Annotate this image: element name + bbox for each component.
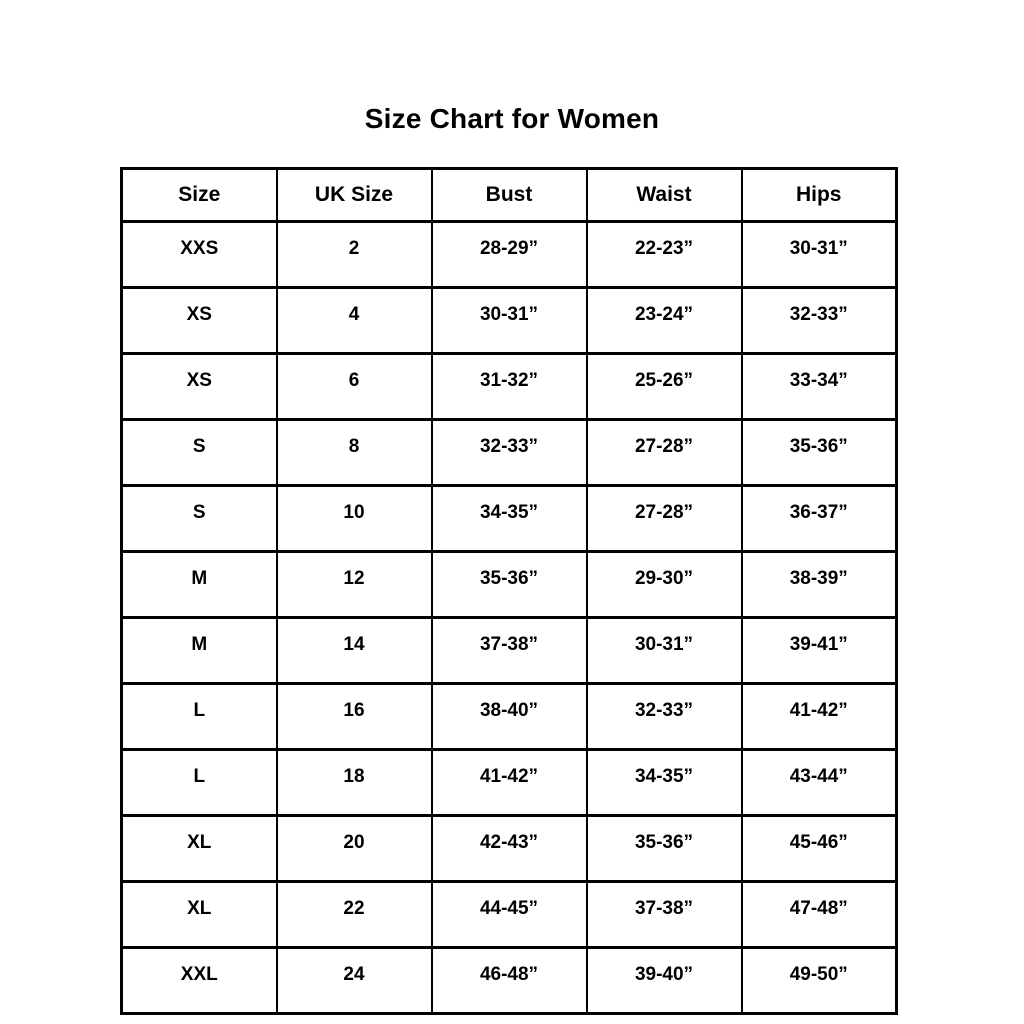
hips-cell: 41-42” [742, 684, 897, 750]
column-header-size: Size [122, 169, 277, 222]
bust-cell: 44-45” [432, 882, 587, 948]
table-row [122, 684, 897, 750]
hips-cell: 33-34” [742, 354, 897, 420]
column-header-uk-size: UK Size [277, 169, 432, 222]
uk-size-cell: 10 [277, 486, 432, 552]
waist-cell: 27-28” [587, 486, 742, 552]
waist-cell: 37-38” [587, 882, 742, 948]
table-row [122, 750, 897, 816]
size-cell: M [122, 552, 277, 618]
table-row [122, 420, 897, 486]
hips-cell: 36-37” [742, 486, 897, 552]
table-row [122, 948, 897, 1014]
table-header [122, 169, 897, 222]
hips-cell: 35-36” [742, 420, 897, 486]
bust-cell: 31-32” [432, 354, 587, 420]
hips-cell: 32-33” [742, 288, 897, 354]
bust-cell: 28-29” [432, 222, 587, 288]
table-row [122, 882, 897, 948]
size-cell: XS [122, 288, 277, 354]
uk-size-cell: 12 [277, 552, 432, 618]
bust-cell: 38-40” [432, 684, 587, 750]
size-chart-table [120, 167, 898, 1015]
bust-cell: 46-48” [432, 948, 587, 1014]
table-row [122, 354, 897, 420]
waist-cell: 29-30” [587, 552, 742, 618]
column-header-waist: Waist [587, 169, 742, 222]
bust-cell: 42-43” [432, 816, 587, 882]
hips-cell: 30-31” [742, 222, 897, 288]
table-row [122, 618, 897, 684]
size-cell: XXS [122, 222, 277, 288]
bust-cell: 37-38” [432, 618, 587, 684]
size-cell: L [122, 684, 277, 750]
uk-size-cell: 18 [277, 750, 432, 816]
waist-cell: 32-33” [587, 684, 742, 750]
table-row [122, 486, 897, 552]
uk-size-cell: 4 [277, 288, 432, 354]
size-cell: XXL [122, 948, 277, 1014]
waist-cell: 23-24” [587, 288, 742, 354]
hips-cell: 43-44” [742, 750, 897, 816]
size-cell: S [122, 420, 277, 486]
column-header-hips: Hips [742, 169, 897, 222]
size-cell: L [122, 750, 277, 816]
hips-cell: 39-41” [742, 618, 897, 684]
uk-size-cell: 2 [277, 222, 432, 288]
hips-cell: 45-46” [742, 816, 897, 882]
table-body [122, 222, 897, 1014]
bust-cell: 30-31” [432, 288, 587, 354]
waist-cell: 30-31” [587, 618, 742, 684]
table-row [122, 222, 897, 288]
size-cell: XL [122, 882, 277, 948]
table-row [122, 816, 897, 882]
column-header-bust: Bust [432, 169, 587, 222]
header-row [122, 169, 897, 222]
size-cell: XL [122, 816, 277, 882]
uk-size-cell: 14 [277, 618, 432, 684]
page-title: Size Chart for Women [364, 103, 660, 134]
waist-cell: 27-28” [587, 420, 742, 486]
uk-size-cell: 16 [277, 684, 432, 750]
bust-cell: 34-35” [432, 486, 587, 552]
bust-cell: 32-33” [432, 420, 587, 486]
size-cell: XS [122, 354, 277, 420]
uk-size-cell: 8 [277, 420, 432, 486]
bust-cell: 41-42” [432, 750, 587, 816]
uk-size-cell: 6 [277, 354, 432, 420]
waist-cell: 35-36” [587, 816, 742, 882]
waist-cell: 39-40” [587, 948, 742, 1014]
uk-size-cell: 20 [277, 816, 432, 882]
hips-cell: 38-39” [742, 552, 897, 618]
hips-cell: 47-48” [742, 882, 897, 948]
size-cell: S [122, 486, 277, 552]
table-row [122, 288, 897, 354]
table-row [122, 552, 897, 618]
size-cell: M [122, 618, 277, 684]
uk-size-cell: 22 [277, 882, 432, 948]
uk-size-cell: 24 [277, 948, 432, 1014]
waist-cell: 25-26” [587, 354, 742, 420]
bust-cell: 35-36” [432, 552, 587, 618]
hips-cell: 49-50” [742, 948, 897, 1014]
waist-cell: 22-23” [587, 222, 742, 288]
waist-cell: 34-35” [587, 750, 742, 816]
